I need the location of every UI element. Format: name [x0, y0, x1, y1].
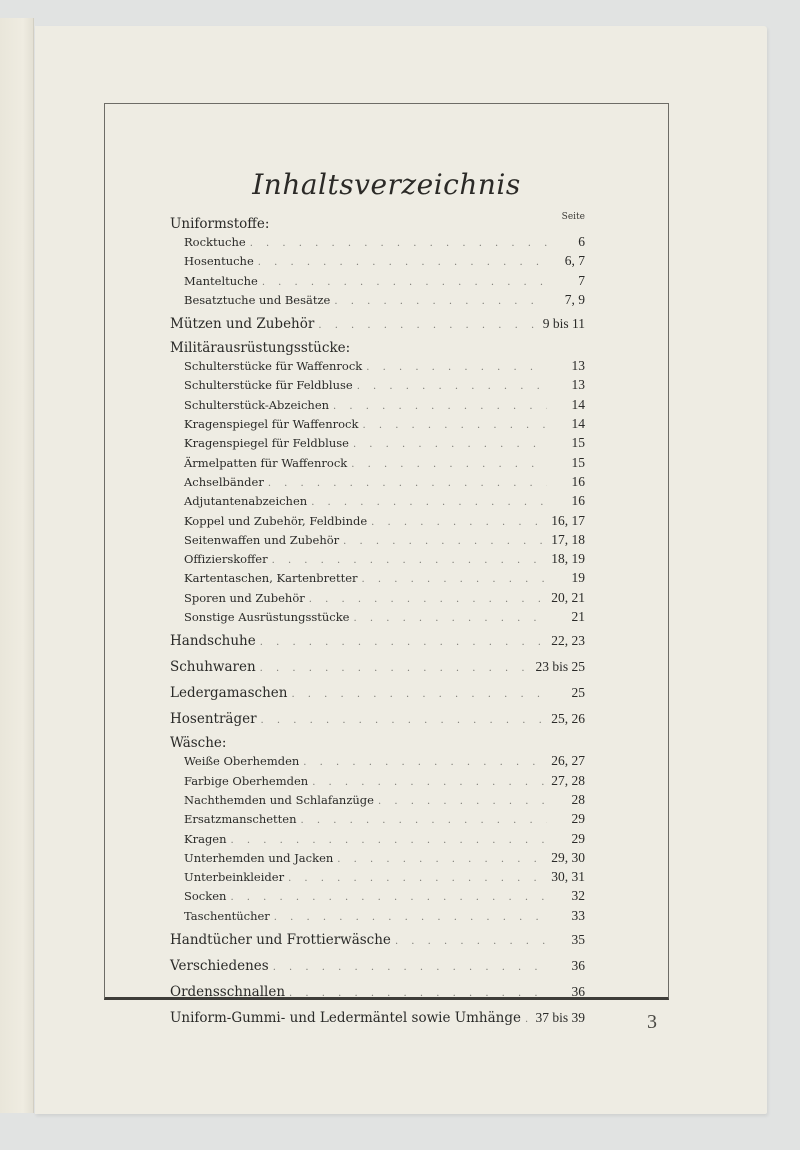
- toc-entry-label: Schulterstück-Abzeichen: [184, 397, 330, 412]
- toc-entry: [170, 955, 585, 978]
- toc-entry: [170, 772, 585, 791]
- page-number: 3: [647, 1011, 657, 1033]
- page-title: Inhaltsverzeichnis: [252, 168, 521, 201]
- toc-entry-label: Taschentücher: [184, 908, 270, 923]
- toc-entry: [170, 550, 585, 569]
- toc-page-reference: 16, 17: [551, 512, 585, 528]
- dot-leader: [274, 909, 547, 926]
- toc-entry-label: Handtücher und Frottierwäsche: [170, 932, 391, 949]
- toc-page-reference: 26, 27: [551, 753, 585, 769]
- table-of-contents: [170, 212, 585, 1030]
- dot-leader: [231, 832, 547, 849]
- booklet-page: [35, 26, 767, 1114]
- toc-entry: [170, 849, 585, 868]
- dot-leader: [262, 274, 547, 291]
- toc-entry-label: Schulterstücke für Waffenrock: [184, 359, 363, 374]
- toc-page-reference: 6: [578, 234, 585, 249]
- toc-entry: [170, 810, 585, 829]
- toc-page-reference: 13: [571, 377, 585, 393]
- toc-entry-label: Besatztuche und Besätze: [184, 292, 331, 307]
- toc-entry: [170, 313, 585, 336]
- toc-page-reference: 29: [571, 811, 585, 827]
- toc-page-reference: 16: [571, 473, 585, 489]
- toc-entry: [170, 415, 585, 434]
- toc-page-reference: 17, 18: [551, 531, 585, 547]
- dot-leader: [272, 552, 547, 569]
- toc-entry-label: Ledergamaschen: [170, 685, 288, 702]
- dot-leader: [354, 610, 548, 627]
- toc-page-reference: 18, 19: [551, 551, 585, 567]
- toc-entry-label: Rocktuche: [184, 235, 246, 249]
- toc-entry-label: Handschuhe: [170, 633, 256, 650]
- toc-page-reference: 36: [571, 984, 585, 1000]
- toc-entry: [170, 569, 585, 588]
- toc-entry: [170, 868, 585, 887]
- toc-entry-label: Farbige Oberhemden: [184, 773, 309, 788]
- dot-leader: [260, 632, 547, 653]
- toc-entry-label: Sporen und Zubehör: [184, 590, 305, 605]
- toc-entry-label: Weiße Oberhemden: [184, 754, 300, 769]
- toc-section-heading: [170, 734, 585, 752]
- toc-page-reference: 27, 28: [551, 772, 585, 788]
- toc-page-reference: 32: [571, 888, 585, 904]
- toc-entry: [170, 589, 585, 608]
- toc-entry: [170, 752, 585, 771]
- facing-page-edge: [0, 18, 34, 1113]
- toc-page-reference: 7, 9: [564, 291, 585, 307]
- toc-entry: [170, 682, 585, 705]
- dot-leader: [343, 533, 547, 550]
- toc-entry-label: Manteltuche: [184, 273, 258, 288]
- toc-page-reference: 37 bis 39: [535, 1010, 585, 1026]
- toc-entry: [170, 656, 585, 679]
- dot-leader: [312, 774, 547, 791]
- toc-entry-label: Achselbänder: [184, 474, 264, 489]
- toc-entry-label: Wäsche:: [170, 735, 227, 752]
- toc-entry: [170, 252, 585, 271]
- toc-entry-label: Kartentaschen, Kartenbretter: [184, 571, 358, 586]
- toc-entry-label: Militärausrüstungsstücke:: [170, 340, 351, 357]
- toc-entry: [170, 531, 585, 550]
- toc-entry-label: Uniformstoffe:: [170, 216, 270, 232]
- dot-leader: [362, 571, 547, 588]
- toc-section-heading: [170, 215, 585, 233]
- dot-leader: [525, 1009, 532, 1030]
- dot-leader: [268, 475, 547, 492]
- toc-entry: [170, 608, 585, 627]
- toc-entry-label: Offizierskoffer: [184, 552, 268, 567]
- toc-entry: [170, 981, 585, 1004]
- toc-entry-label: Hosentuche: [184, 254, 254, 269]
- dot-leader: [366, 359, 547, 376]
- toc-entry-label: Schulterstücke für Feldbluse: [184, 378, 353, 393]
- toc-entry-label: Uniform-Gummi- und Ledermäntel sowie Umhänge: [170, 1010, 521, 1027]
- toc-page-reference: 21: [571, 609, 585, 625]
- toc-page-reference: 14: [571, 396, 585, 412]
- toc-page-reference: 7: [578, 272, 585, 288]
- toc-page-reference: 22, 23: [551, 633, 585, 649]
- toc-page-reference: 29: [571, 830, 585, 846]
- dot-leader: [353, 436, 547, 453]
- dot-leader: [334, 293, 547, 310]
- dot-leader: [395, 931, 547, 952]
- dot-leader: [273, 957, 547, 978]
- content-frame: [104, 103, 669, 1027]
- toc-section-heading: [170, 339, 585, 357]
- toc-page-reference: 25: [571, 685, 585, 701]
- toc-entry-label: Schuhwaren: [170, 659, 256, 676]
- toc-entry: [170, 357, 585, 376]
- toc-entry: [170, 830, 585, 849]
- toc-entry-label: Mützen und Zubehör: [170, 316, 315, 333]
- toc-entry-label: Socken: [184, 889, 227, 904]
- toc-page-reference: 25, 26: [551, 711, 585, 727]
- toc-entry: [170, 929, 585, 952]
- dot-leader: [351, 456, 547, 473]
- toc-page-reference: 23 bis 25: [535, 659, 585, 675]
- toc-entry: [170, 1007, 585, 1030]
- toc-entry: [170, 708, 585, 731]
- toc-entry: [170, 492, 585, 511]
- toc-entry: [170, 376, 585, 395]
- toc-entry-label: Koppel und Zubehör, Feldbinde: [184, 513, 368, 528]
- toc-entry: [170, 791, 585, 810]
- dot-leader: [378, 793, 547, 810]
- toc-entry: [170, 512, 585, 531]
- toc-page-reference: 28: [571, 791, 585, 807]
- toc-entry: [170, 907, 585, 926]
- toc-page-reference: 13: [571, 358, 585, 374]
- toc-entry-label: Ersatzmanschetten: [184, 812, 297, 827]
- toc-entry-label: Kragenspiegel für Feldbluse: [184, 436, 349, 451]
- toc-entry-label: Kragen: [184, 831, 227, 846]
- dot-leader: [337, 851, 547, 868]
- toc-page-reference: 36: [571, 958, 585, 974]
- toc-entry-label: Unterhemden und Jacken: [184, 850, 334, 865]
- dot-leader: [258, 254, 547, 271]
- toc-entry: [170, 630, 585, 653]
- dot-leader: [303, 754, 547, 771]
- toc-entry-label: Sonstige Ausrüstungsstücke: [184, 610, 350, 625]
- toc-entry: [170, 233, 585, 252]
- toc-entry-label: Adjutantenabzeichen: [184, 494, 308, 509]
- toc-entry-label: Unterbeinkleider: [184, 870, 285, 885]
- dot-leader: [289, 983, 547, 1004]
- dot-leader: [333, 398, 547, 415]
- toc-page-reference: 15: [571, 454, 585, 470]
- toc-entry: [170, 473, 585, 492]
- toc-page-reference: 9 bis 11: [542, 316, 585, 332]
- toc-page-reference: 14: [571, 416, 585, 432]
- dot-leader: [318, 315, 538, 336]
- toc-entry: [170, 396, 585, 415]
- toc-page-reference: 6, 7: [564, 253, 585, 269]
- dot-leader: [230, 889, 547, 906]
- toc-page-reference: 35: [571, 932, 585, 948]
- toc-page-reference: 19: [571, 570, 585, 586]
- dot-leader: [309, 591, 547, 608]
- toc-page-reference: 20, 21: [551, 589, 585, 605]
- dot-leader: [261, 710, 547, 731]
- toc-entry-label: Nachthemden und Schlafanzüge: [184, 792, 374, 807]
- toc-entry: [170, 291, 585, 310]
- toc-entry: [170, 887, 585, 906]
- dot-leader: [357, 378, 547, 395]
- dot-leader: [291, 684, 547, 705]
- toc-page-reference: 16: [571, 493, 585, 509]
- page-column-header: Seite: [561, 212, 585, 222]
- dot-leader: [311, 494, 547, 511]
- toc-entry-label: Ärmelpatten für Waffenrock: [184, 455, 348, 470]
- toc-entry-label: Verschiedenes: [170, 958, 269, 975]
- toc-entry: [170, 454, 585, 473]
- dot-leader: [250, 235, 547, 252]
- dot-leader: [301, 812, 547, 829]
- toc-entry: [170, 272, 585, 291]
- toc-entry: [170, 434, 585, 453]
- toc-entry-label: Ordensschnallen: [170, 984, 286, 1001]
- toc-page-reference: 29, 30: [551, 849, 585, 865]
- toc-entry-label: Seitenwaffen und Zubehör: [184, 532, 340, 547]
- dot-leader: [260, 658, 532, 679]
- toc-page-reference: 15: [571, 435, 585, 451]
- toc-entry-label: Hosenträger: [170, 711, 257, 728]
- toc-page-reference: 33: [571, 907, 585, 923]
- dot-leader: [288, 870, 547, 887]
- toc-entry-label: Kragenspiegel für Waffenrock: [184, 417, 359, 432]
- toc-page-reference: 30, 31: [551, 869, 585, 885]
- dot-leader: [362, 417, 547, 434]
- dot-leader: [371, 514, 547, 531]
